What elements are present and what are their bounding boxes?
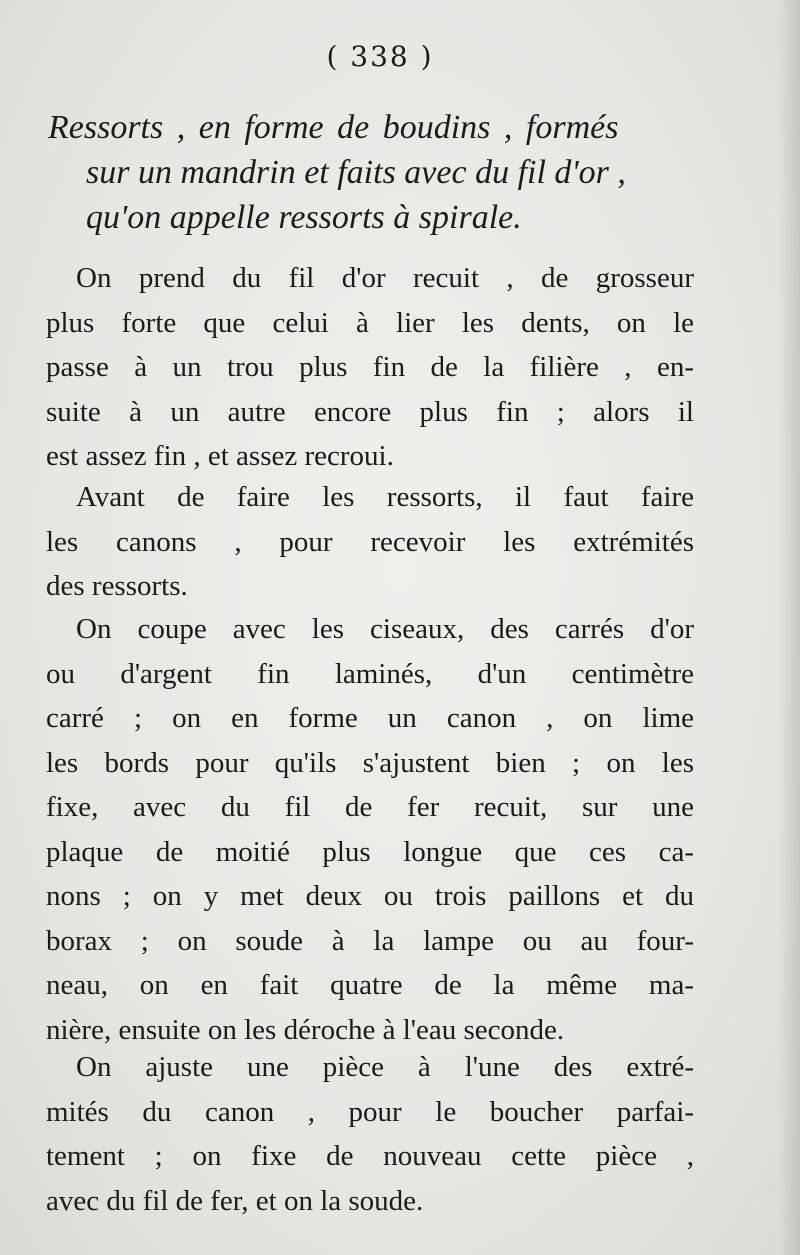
text-line: mités du canon , pour le boucher parfai-: [46, 1095, 694, 1128]
text-line: passe à un trou plus fin de la filière , en-: [46, 351, 694, 383]
paragraph: [46, 256, 694, 479]
section-heading: [48, 105, 698, 240]
text-line: On coupe avec les ciseaux, des carrés d'or: [76, 613, 694, 645]
paragraph: [46, 1045, 694, 1223]
text-line: nière, ensuite on les déroche à l'eau seconde.: [46, 1013, 565, 1046]
text-line: suite à un autre encore plus fin ; alors il: [46, 395, 694, 428]
text-line: On ajuste une pièce à l'une des extré-: [76, 1051, 694, 1083]
text-line: carré ; on en forme un canon , on lime: [46, 702, 694, 734]
text-line: Avant de faire les ressorts, il faut faire: [76, 481, 694, 513]
text-line: fixe, avec du fil de fer recuit, sur une: [46, 791, 694, 823]
text-line: ou d'argent fin laminés, d'un centimètre: [46, 657, 694, 690]
page-number: ( 338 ): [326, 40, 434, 73]
paragraph: [46, 607, 694, 1052]
text-line: des ressorts.: [46, 570, 188, 602]
paragraph: [46, 475, 694, 609]
text-line: nons ; on y met deux ou trois paillons et du: [46, 880, 694, 912]
text-line: On prend du fil d'or recuit , de grosseur: [76, 262, 694, 294]
text-line: les bords pour qu'ils s'ajustent bien ; on les: [46, 746, 694, 779]
heading-line: sur un mandrin et faits avec du fil d'or ,: [86, 154, 626, 191]
text-line: tement ; on fixe de nouveau cette pièce ,: [46, 1140, 694, 1172]
text-line: neau, on en fait quatre de la même ma-: [46, 969, 694, 1001]
heading-line: qu'on appelle ressorts à spirale.: [86, 199, 522, 236]
text-line: borax ; on soude à la lampe ou au four-: [46, 924, 694, 957]
heading-line: Ressorts , en forme de boudins , formés: [48, 109, 619, 146]
text-line: plaque de moitié plus longue que ces ca-: [46, 835, 694, 868]
text-line: les canons , pour recevoir les extrémités: [46, 525, 694, 558]
text-line: est assez fin , et assez recroui.: [46, 440, 394, 472]
text-line: avec du fil de fer, et on la soude.: [46, 1184, 424, 1217]
page-edge-shadow: [778, 0, 800, 1255]
text-line: plus forte que celui à lier les dents, on le: [46, 306, 694, 339]
